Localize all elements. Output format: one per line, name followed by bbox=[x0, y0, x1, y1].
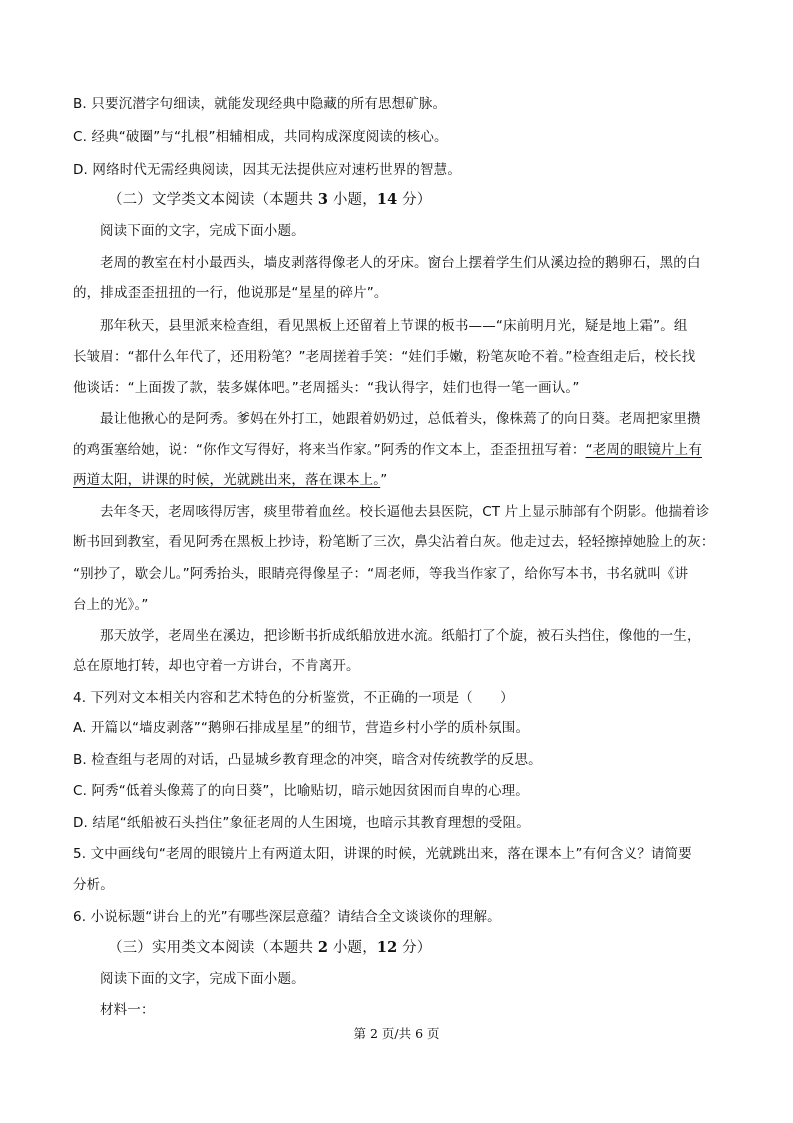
question-4-option-a: A. 开篇以“墙皮剥落”“鹅卵石排成星星”的细节，营造乡村小学的质朴氛围。 bbox=[73, 720, 530, 736]
story-paragraph-line: 他谈话：“上面拨了款，装多媒体吧。”老周摇头：“我认得字，娃们也得一笔一画认。” bbox=[73, 380, 580, 396]
underlined-sentence: 两道太阳，讲课的时候，光就跳出来，落在课本上。 bbox=[73, 472, 381, 488]
story-text: ” bbox=[380, 472, 388, 488]
story-paragraph-line: 总在原地打转，却也守着一方讲台，不肯离开。 bbox=[73, 658, 360, 674]
question-4-option-b: B. 检查组与老周的对话，凸显城乡教育理念的冲突，暗含对传统教学的反思。 bbox=[73, 752, 542, 768]
question-4-option-d: D. 结尾“纸船被石头挡住”象征老周的人生困境，也暗示其教育理想的受阻。 bbox=[73, 815, 530, 831]
story-text: 的鸡蛋塞给她，说：“你作文写得好，将来当作家。”阿秀的作文本上，歪歪扭扭写着： bbox=[73, 442, 586, 458]
section-heading-practical bbox=[108, 938, 788, 958]
story-paragraph-line: 台上的光》。” bbox=[73, 597, 149, 613]
question-4: 4. 下列对文本相关内容和艺术特色的分析鉴赏，不正确的一项是（ ） bbox=[73, 690, 514, 706]
story-paragraph-line: “别抄了，歇会儿。”阿秀抬头，眼睛亮得像星子：“周老师，等我当作家了，给你写本书，书名就叫《讲 bbox=[73, 566, 689, 582]
heading-text: 小题， bbox=[332, 940, 377, 956]
heading-text: （三）实用类文本阅读（本题共 bbox=[108, 940, 314, 956]
heading-text: 小题， bbox=[332, 192, 377, 208]
question-6: 6. 小说标题“讲台上的光”有哪些深层意蕴？请结合全文谈谈你的理解。 bbox=[73, 909, 501, 925]
section-heading-literary bbox=[108, 190, 788, 210]
story-paragraph-line: 老周的教室在村小最西头，墙皮剥落得像老人的牙床。窗台上摆着学生们从溪边捡的鹅卵石，黑的白 bbox=[100, 255, 701, 271]
heading-text: 分） bbox=[402, 940, 432, 956]
heading-question-count: 3 bbox=[317, 191, 329, 208]
story-paragraph-line: 那年秋天，县里派来检查组，看见黑板上还留着上节课的板书——“床前明月光，疑是地上霜”。组 bbox=[100, 318, 688, 334]
material-label: 材料一： bbox=[100, 1002, 155, 1018]
heading-score: 12 bbox=[376, 939, 398, 956]
story-paragraph-line: 的，排成歪歪扭扭的一行，他说那是“星星的碎片”。 bbox=[73, 285, 388, 301]
question-4-option-c: C. 阿秀“低着头像蔫了的向日葵”，比喻贴切，暗示她因贫困而自卑的心理。 bbox=[73, 783, 529, 799]
page-number-footer: 第 2 页/共 6 页 bbox=[353, 1026, 440, 1041]
heading-text: 分） bbox=[402, 192, 432, 208]
story-paragraph-line: 断书回到教室，看见阿秀在黑板上抄诗，粉笔断了三次，鼻尖沾着白灰。他走过去，轻轻擦掉她脸上的灰： bbox=[73, 534, 715, 550]
heading-score: 14 bbox=[376, 191, 398, 208]
story-paragraph-line: 那天放学，老周坐在溪边，把诊断书折成纸船放进水流。纸船打了个旋，被石头挡住，像他的一生， bbox=[100, 628, 701, 644]
underlined-sentence: “老周的眼镜片上有 bbox=[585, 442, 702, 458]
story-paragraph-line: 最让他揪心的是阿秀。爹妈在外打工，她跟着奶奶过，总低着头，像株蔫了的向日葵。老周把家里攒 bbox=[100, 411, 701, 427]
reading-instruction: 阅读下面的文字，完成下面小题。 bbox=[100, 971, 305, 987]
question-5: 5. 文中画线句“老周的眼镜片上有两道太阳，讲课的时候，光就跳出来，落在课本上”有何含义？请简要 bbox=[73, 846, 692, 862]
story-paragraph-line bbox=[73, 440, 753, 460]
heading-question-count: 2 bbox=[317, 939, 329, 956]
option-d-previous: D. 网络时代无需经典阅读，因其无法提供应对速朽世界的智慧。 bbox=[73, 162, 461, 178]
story-paragraph-line: 长皱眉：“都什么年代了，还用粉笔？”老周搓着手笑：“娃们手嫩，粉笔灰呛不着。”检查组走后，校长找 bbox=[73, 349, 696, 365]
reading-instruction: 阅读下面的文字，完成下面小题。 bbox=[100, 223, 305, 239]
story-paragraph-line: 去年冬天，老周咳得厉害，痰里带着血丝。校长逼他去县医院，CT 片上显示肺部有个阴影。他揣着诊 bbox=[100, 504, 710, 520]
option-b-previous: B. 只要沉潜字句细读，就能发现经典中隐藏的所有思想矿脉。 bbox=[73, 96, 447, 112]
option-c-previous: C. 经典“破圈”与“扎根”相辅相成，共同构成深度阅读的核心。 bbox=[73, 129, 448, 145]
question-5-continued: 分析。 bbox=[73, 877, 114, 893]
story-paragraph-line bbox=[73, 470, 753, 490]
heading-text: （二）文学类文本阅读（本题共 bbox=[108, 192, 314, 208]
